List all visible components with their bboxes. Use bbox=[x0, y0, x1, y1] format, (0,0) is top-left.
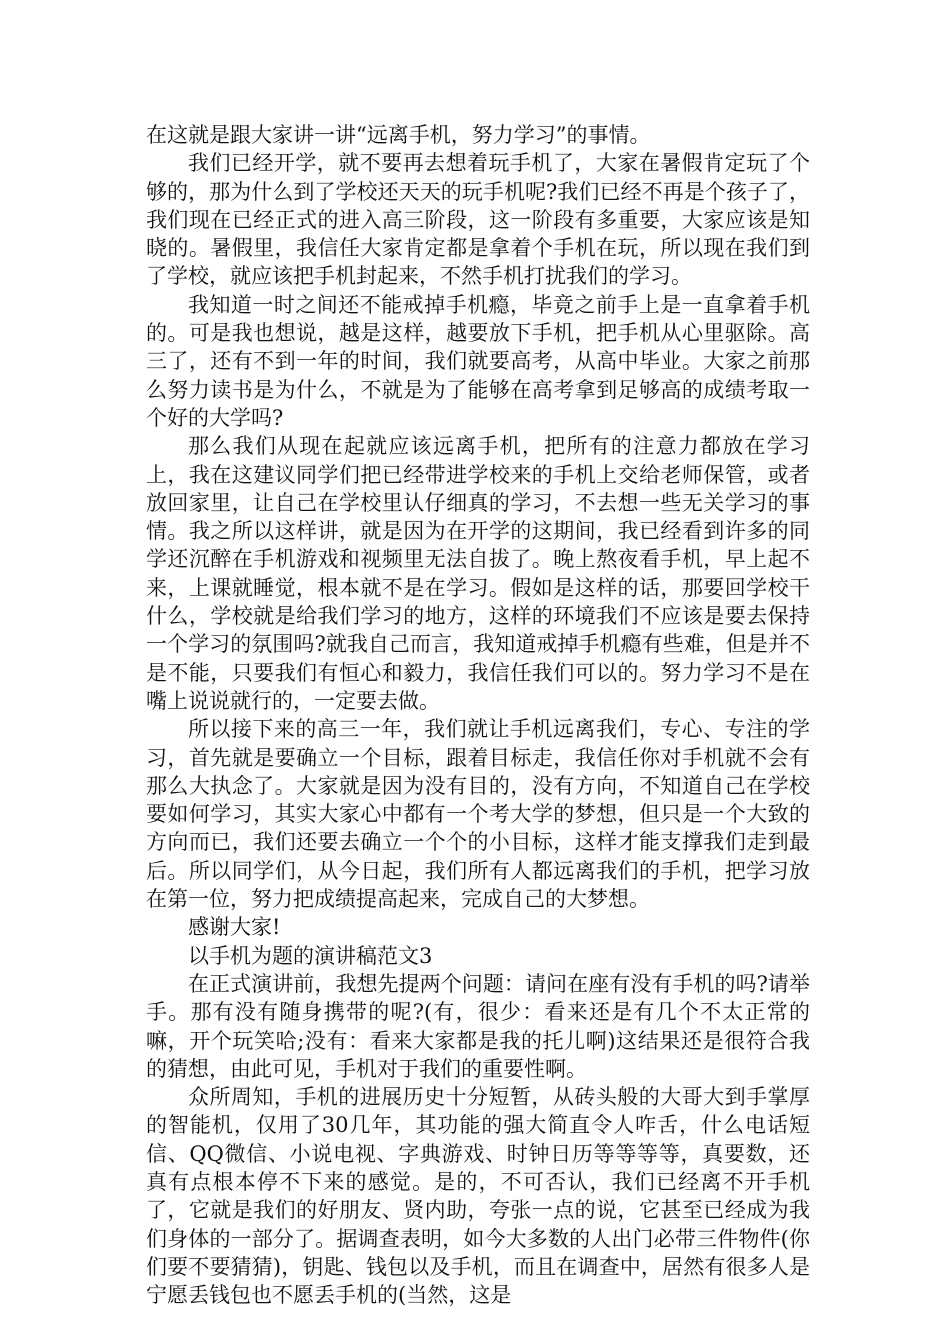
paragraph-phone-history: 众所周知，手机的进展历史十分短暂，从砖头般的大哥大到手掌厚的智能机，仅用了30几年，其功能的强大简直令人咋舌，什么电话短信、QQ微信、小说电视、字典游戏、时钟日历等等等等，真要数，还真有点根本停不下来的感觉。是的，不可否认，我们已经离不开手机了，它就是我们的好朋友、贤内助，夸张一点的说，它甚至已经成为我们身体的一部分了。据调查表明，如今大多数的人出门必带三件物件(你们要不要猜猜)，钥匙、钱包以及手机，而且在调查中，居然有很多人是宁愿丢钱包也不愿丢手机的(当然，这是 bbox=[146, 1085, 810, 1308]
paragraph-summer-phone: 我们已经开学，就不要再去想着玩手机了，大家在暑假肯定玩了个够的，那为什么到了学校还天天的玩手机呢?我们已经不再是个孩子了，我们现在已经正式的进入高三阶段，这一阶段有多重要，大家应该是知晓的。暑假里，我信任大家肯定都是拿着个手机在玩，所以现在我们到了学校，就应该把手机封起来，不然手机打扰我们的学习。 bbox=[146, 151, 810, 289]
paragraph-phone-addiction: 我知道一时之间还不能戒掉手机瘾，毕竟之前手上是一直拿着手机的。可是我也想说，越是这样，越要放下手机，把手机从心里驱除。高三了，还有不到一年的时间，我们就要高考，从高中毕业。大家之前那么努力读书是为什么，不就是为了能够在高考拿到足够高的成绩考取一个好的大学吗? bbox=[146, 292, 810, 430]
section-heading: 以手机为题的演讲稿范文3 bbox=[188, 943, 433, 968]
paragraph-questions: 在正式演讲前，我想先提两个问题：请问在座有没有手机的吗?请举手。那有没有随身携带的呢?(有，很少：看来还是有几个不太正常的嘛，开个玩笑哈;没有：看来大家都是我的托儿啊)这结果还是很符合我的猜想，由此可见，手机对于我们的重要性啊。 bbox=[146, 971, 810, 1081]
paragraph-intro: 在这就是跟大家讲一讲“远离手机，努力学习”的事情。 bbox=[146, 123, 651, 147]
document-body bbox=[146, 121, 810, 1309]
paragraph-thanks: 感谢大家! bbox=[188, 915, 281, 940]
paragraph-stay-away: 那么我们从现在起就应该远离手机，把所有的注意力都放在学习上，我在这建议同学们把已经带进学校来的手机上交给老师保管，或者放回家里，让自己在学校里认仔细真的学习，不去想一些无关学习的事情。我之所以这样讲，就是因为在开学的这期间，我已经看到许多的同学还沉醉在手机游戏和视频里无法自拔了。晚上熬夜看手机，早上起不来，上课就睡觉，根本就不是在学习。假如是这样的话，那要回学校干什么，学校就是给我们学习的地方，这样的环境我们不应该是要去保持一个学习的氛围吗?就我自己而言，我知道戒掉手机瘾有些难，但是并不是不能，只要我们有恒心和毅力，我信任我们可以的。努力学习不是在嘴上说说就行的，一定要去做。 bbox=[146, 434, 810, 713]
paragraph-set-goals: 所以接下来的高三一年，我们就让手机远离我们，专心、专注的学习，首先就是要确立一个目标，跟着目标走，我信任你对手机就不会有那么大执念了。大家就是因为没有目的，没有方向，不知道自己在学校要如何学习，其实大家心中都有一个考大学的梦想，但只是一个大致的方向而已，我们还要去确立一个个的小目标，这样才能支撑我们走到最后。所以同学们，从今日起，我们所有人都远离我们的手机，把学习放在第一位，努力把成绩提高起来，完成自己的大梦想。 bbox=[146, 717, 810, 912]
